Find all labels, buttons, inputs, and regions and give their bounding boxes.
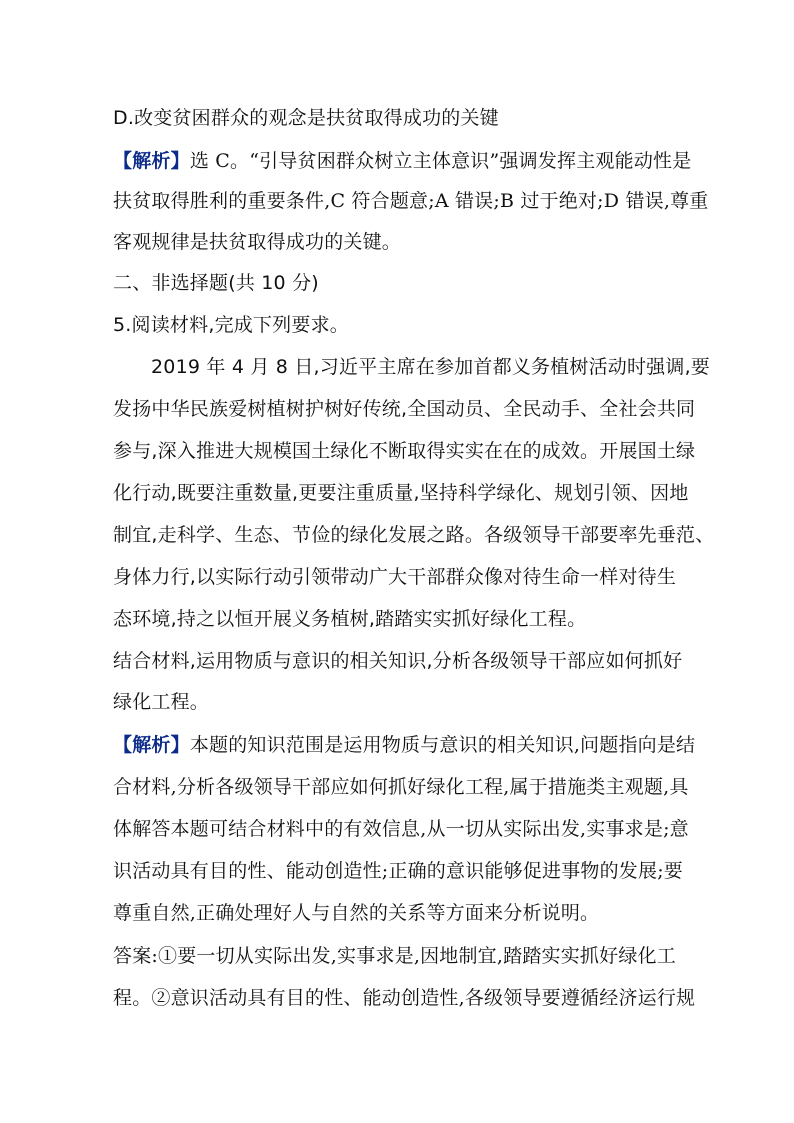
answer-line-2: 程。②意识活动具有目的性、能动创造性,各级领导要遵循经济运行规	[113, 987, 696, 1009]
material-line-4: 化行动,既要注重数量,更要注重质量,坚持科学绿化、规划引领、因地	[113, 482, 689, 504]
analysis-tag: 【解析】	[113, 150, 190, 172]
analysis-paragraph-2-line-4: 识活动具有目的性、能动创造性;正确的意识能够促进事物的发展;要	[113, 860, 684, 882]
material-line-7: 态环境,持之以恒开展义务植树,踏踏实实抓好绿化工程。	[113, 608, 587, 630]
analysis-paragraph-2-line-3: 体解答本题可结合材料中的有效信息,从一切从实际出发,实事求是;意	[113, 818, 689, 840]
answer-line-1: 答案:①要一切从实际出发,实事求是,因地制宜,踏踏实实抓好绿化工	[113, 945, 676, 967]
material-line-6: 身体力行,以实际行动引领带动广大干部群众像对待生命一样对待生	[113, 566, 677, 588]
question-5-prompt: 5.阅读材料,完成下列要求。	[113, 314, 349, 336]
analysis-paragraph-1-line-3: 客观规律是扶贫取得成功的关键。	[113, 231, 402, 253]
analysis-paragraph-2-line-5: 尊重自然,正确处理好人与自然的关系等方面来分析说明。	[113, 902, 600, 924]
material-line-3: 参与,深入推进大规模国土绿化不断取得实实在在的成效。开展国土绿	[113, 440, 696, 462]
analysis-paragraph-1-line-2: 扶贫取得胜利的重要条件,C 符合题意;A 错误;B 过于绝对;D 错误,尊重	[113, 190, 709, 212]
analysis-paragraph-2-line-1	[113, 733, 695, 757]
question-requirement-line-1: 结合材料,运用物质与意识的相关知识,分析各级领导干部应如何抓好	[113, 650, 683, 672]
analysis-paragraph-1-line-1	[113, 149, 691, 173]
question-requirement-line-2: 绿化工程。	[113, 691, 210, 713]
analysis-paragraph-2-line-2: 合材料,分析各级领导干部应如何抓好绿化工程,属于措施类主观题,具	[113, 776, 689, 798]
material-line-2: 发扬中华民族爱树植树护树好传统,全国动员、全民动手、全社会共同	[113, 398, 696, 420]
analysis-text: 本题的知识范围是运用物质与意识的相关知识,问题指向是结	[189, 734, 696, 756]
material-line-5: 制宜,走科学、生态、节俭的绿化发展之路。各级领导干部要率先垂范、	[113, 524, 715, 546]
section-heading: 二、非选择题(共 10 分)	[113, 272, 319, 294]
analysis-tag: 【解析】	[113, 734, 190, 756]
material-line-1: 2019 年 4 月 8 日,习近平主席在参加首都义务植树活动时强调,要	[151, 356, 711, 378]
analysis-text: 选 C。“引导贫困群众树立主体意识”强调发挥主观能动性是	[189, 150, 692, 172]
option-d: D.改变贫困群众的观念是扶贫取得成功的关键	[113, 107, 499, 129]
